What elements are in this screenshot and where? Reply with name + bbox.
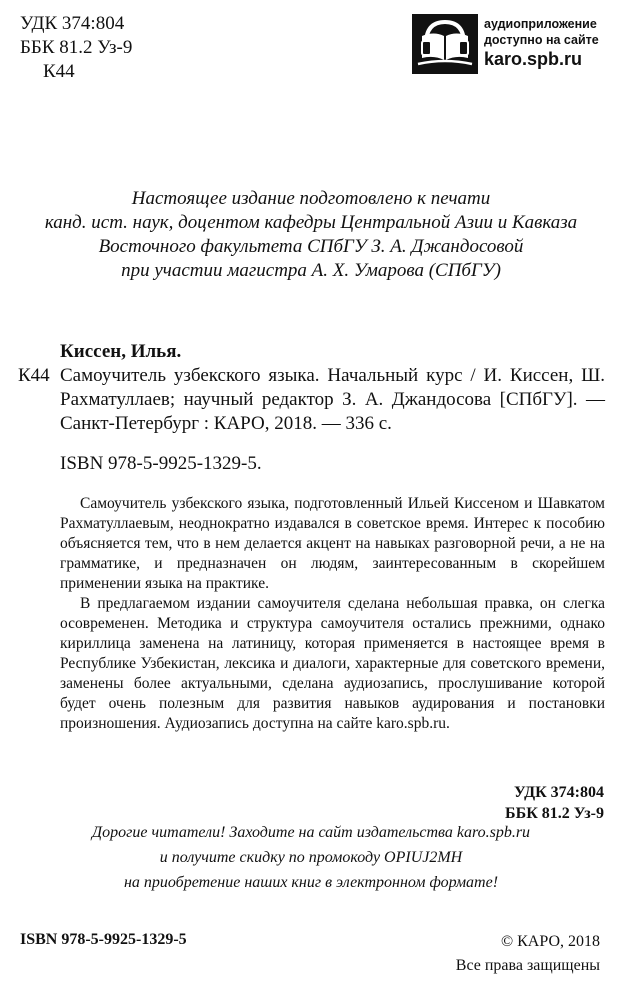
promo-line: Дорогие читатели! Заходите на сайт издательства karo.spb.ru (91, 824, 531, 841)
annotation-paragraph: В предлагаемом издании самоучителя сделана небольшая правка, он слегка осовременен. Методика и структура самоучителя остались прежними, однако кириллица заменена на латиницу, которая применяется в настоящее время в Республике Узбекистан, лексика и диалоги, характерные для советского времени, заменены более актуальными, сделана аудиозапись, прослушивание которой будет очень полезным для развития навыков аудирования и постановки произношения. Аудиозапись доступна на сайте karo.spb.ru. (60, 595, 605, 732)
preparation-line: при участии магистра А. Х. Умарова (СПбГУ) (121, 260, 501, 281)
promo-line: на приобретение наших книг в электронном формате! (123, 874, 499, 891)
logo-site-link[interactable]: karo.spb.ru (484, 49, 583, 69)
copyright-block (456, 930, 600, 978)
preparation-line: канд. ист. наук, доцентом кафедры Центральной Азии и Кавказа (44, 212, 578, 233)
annotation-paragraph: Самоучитель узбекского языка, подготовленный Ильей Киссеном и Шавкатом Рахматуллаевым, неоднократно издавался в советское время. Интерес к пособию объясняется тем, что в нем делается акцент на навыках разговорной речи, а не на грамматике, и предназначен он людям, заинтересованным в скорейшем применении языка на практике. (60, 495, 605, 592)
copyright: © КАРО, 2018 (500, 933, 600, 950)
isbn-record: ISBN 978-5-9925-1329-5. (60, 453, 262, 474)
bbk-code: ББК 81.2 Уз-9 (505, 805, 604, 822)
rights-reserved: Все права защищены (455, 957, 600, 974)
udk-code: УДК 374:804 (513, 784, 604, 801)
promo-line: и получите скидку по промокоду OPIUJ2MH (159, 849, 463, 866)
preparation-line: Настоящее издание подготовлено к печати (131, 188, 491, 209)
bibliographic-record (20, 340, 605, 476)
preparation-line: Восточного факультета СПбГУ З. А. Джандосовой (98, 236, 524, 257)
author-heading: Киссен, Илья. (60, 341, 182, 362)
isbn-footer: ISBN 978-5-9925-1329-5 (20, 931, 187, 948)
classification-codes-top (20, 12, 132, 84)
bbk-code: ББК 81.2 Уз-9 (20, 37, 133, 58)
logo-line-1: аудиоприложение (484, 17, 597, 31)
description-text: Самоучитель узбекского языка. Начальный курс / И. Киссен, Ш. Рахматуллаев; научный редактор З. А. Джандосова [СПбГУ]. — Санкт-Петербург : КАРО, 2018. — 336 с. (60, 365, 605, 434)
promo-note (0, 820, 622, 895)
annotation (60, 494, 605, 734)
book-headphones-icon (412, 14, 478, 74)
preparation-note (0, 187, 622, 283)
logo-line-2: доступно на сайте (484, 33, 599, 47)
audio-app-logo (412, 14, 602, 74)
classification-codes-bottom (505, 782, 604, 824)
logo-text (484, 16, 599, 70)
author-mark-inline: К44 (18, 365, 50, 386)
bibliographic-description (20, 364, 605, 436)
udk-code: УДК 374:804 (20, 13, 125, 34)
author-mark: К44 (43, 61, 75, 82)
